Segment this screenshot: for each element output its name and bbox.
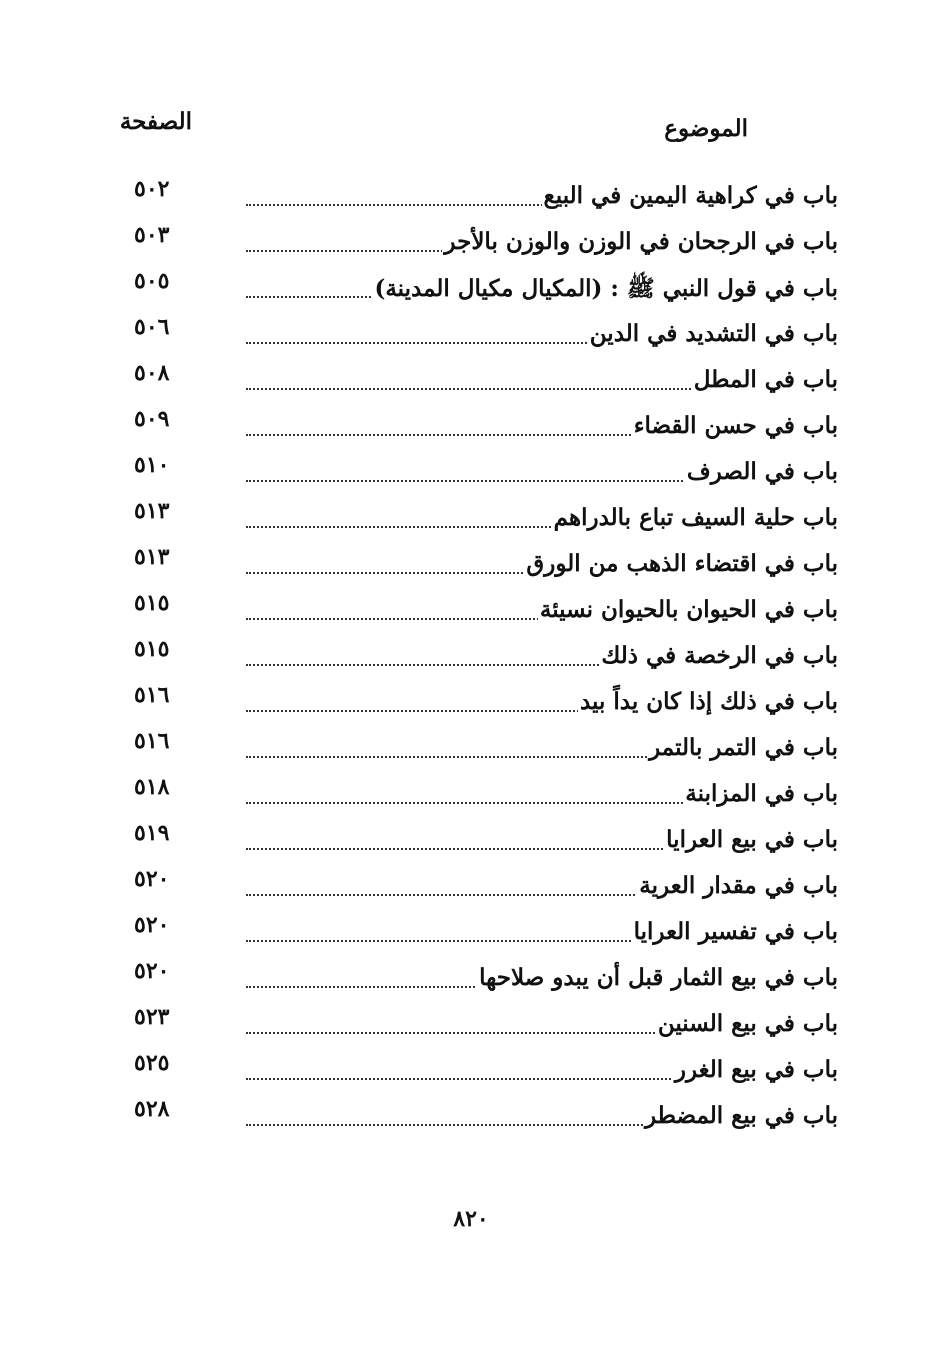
- toc-entry-title: باب في بيع الثمار قبل أن يبدو صلاحها: [479, 964, 838, 991]
- toc-entry: [0, 220, 942, 266]
- table-of-contents: [0, 174, 942, 1140]
- toc-entry-title: باب في حسن القضاء: [633, 412, 838, 439]
- page-column-header: الصفحة: [119, 108, 192, 135]
- toc-entry-page: ٥١٩: [134, 820, 170, 846]
- toc-entry-title: باب في التمر بالتمر: [649, 734, 838, 761]
- toc-entry-page: ٥٢٠: [134, 866, 170, 892]
- toc-entry-page: ٥٢٠: [134, 912, 170, 938]
- toc-entry-page: ٥١٦: [134, 728, 170, 754]
- toc-entry-page: ٥١٨: [134, 774, 170, 800]
- toc-entry: [0, 634, 942, 680]
- toc-entry-page: ٥١٥: [134, 636, 170, 662]
- toc-entry: [0, 864, 942, 910]
- toc-entry: [0, 496, 942, 542]
- toc-entry: [0, 772, 942, 818]
- toc-entry: [0, 818, 942, 864]
- toc-entry-title: باب في مقدار العرية: [639, 872, 838, 899]
- toc-entry-page: ٥٢٣: [134, 1004, 170, 1030]
- toc-entry: [0, 404, 942, 450]
- toc-entry-title: باب حلية السيف تباع بالدراهم: [553, 504, 838, 531]
- toc-entry-page: ٥٠٦: [134, 314, 170, 340]
- toc-entry: [0, 910, 942, 956]
- toc-entry-page: ٥٠٢: [134, 176, 170, 202]
- toc-entry: [0, 680, 942, 726]
- toc-entry-title: باب في الحيوان بالحيوان نسيئة: [539, 596, 838, 623]
- toc-entry-page: ٥٠٩: [134, 406, 170, 432]
- toc-entry-page: ٥١٣: [134, 498, 170, 524]
- toc-entry: [0, 726, 942, 772]
- toc-entry-title: باب في ذلك إذا كان يداً بيد: [579, 688, 838, 715]
- toc-entry-title: باب في الرخصة في ذلك: [601, 642, 838, 669]
- toc-entry-page: ٥٢٥: [134, 1050, 170, 1076]
- toc-entry: [0, 358, 942, 404]
- toc-entry-title: باب في المطل: [693, 366, 838, 393]
- toc-entry-page: ٥٠٣: [134, 222, 170, 248]
- toc-entry: [0, 450, 942, 496]
- toc-entry-title: باب في الصرف: [686, 458, 838, 485]
- toc-entry-page: ٥١٠: [134, 452, 170, 478]
- toc-entry: [0, 588, 942, 634]
- toc-entry-page: ٥٢٨: [134, 1096, 170, 1122]
- toc-entry: [0, 956, 942, 1002]
- toc-entry-page: ٥١٦: [134, 682, 170, 708]
- toc-entry-title: باب في بيع المضطر: [644, 1102, 838, 1129]
- toc-entry-title: باب في بيع العرايا: [666, 826, 838, 853]
- toc-entry-title: باب في الرجحان في الوزن والوزن بالأجر: [444, 228, 838, 255]
- toc-entry-page: ٥٠٨: [134, 360, 170, 386]
- toc-entry-title: باب في اقتضاء الذهب من الورق: [526, 550, 838, 577]
- toc-entry-page: ٥١٥: [134, 590, 170, 616]
- toc-entry-page: ٥٠٥: [134, 268, 170, 294]
- toc-entry: [0, 312, 942, 358]
- subject-column-header: الموضوع: [664, 115, 748, 142]
- page-number: ٨٢٠: [453, 1206, 489, 1232]
- toc-entry-title: باب في المزابنة: [685, 780, 838, 807]
- toc-entry-title: باب في كراهية اليمين في البيع: [543, 182, 838, 209]
- toc-entry-title: باب في تفسير العرايا: [633, 918, 838, 945]
- toc-entry: [0, 1048, 942, 1094]
- toc-entry-page: ٥٢٠: [134, 958, 170, 984]
- toc-entry-title: باب في بيع السنين: [657, 1010, 838, 1037]
- toc-entry: [0, 1002, 942, 1048]
- toc-entry-page: ٥١٣: [134, 544, 170, 570]
- toc-entry: [0, 266, 942, 312]
- toc-entry: [0, 542, 942, 588]
- toc-entry-title: باب في قول النبي ﷺ : (المكيال مكيال المدينة): [372, 274, 838, 308]
- toc-entry: [0, 1094, 942, 1140]
- toc-entry: [0, 174, 942, 220]
- toc-entry-title: باب في التشديد في الدين: [589, 320, 838, 347]
- toc-entry-title: باب في بيع الغرر: [674, 1056, 838, 1083]
